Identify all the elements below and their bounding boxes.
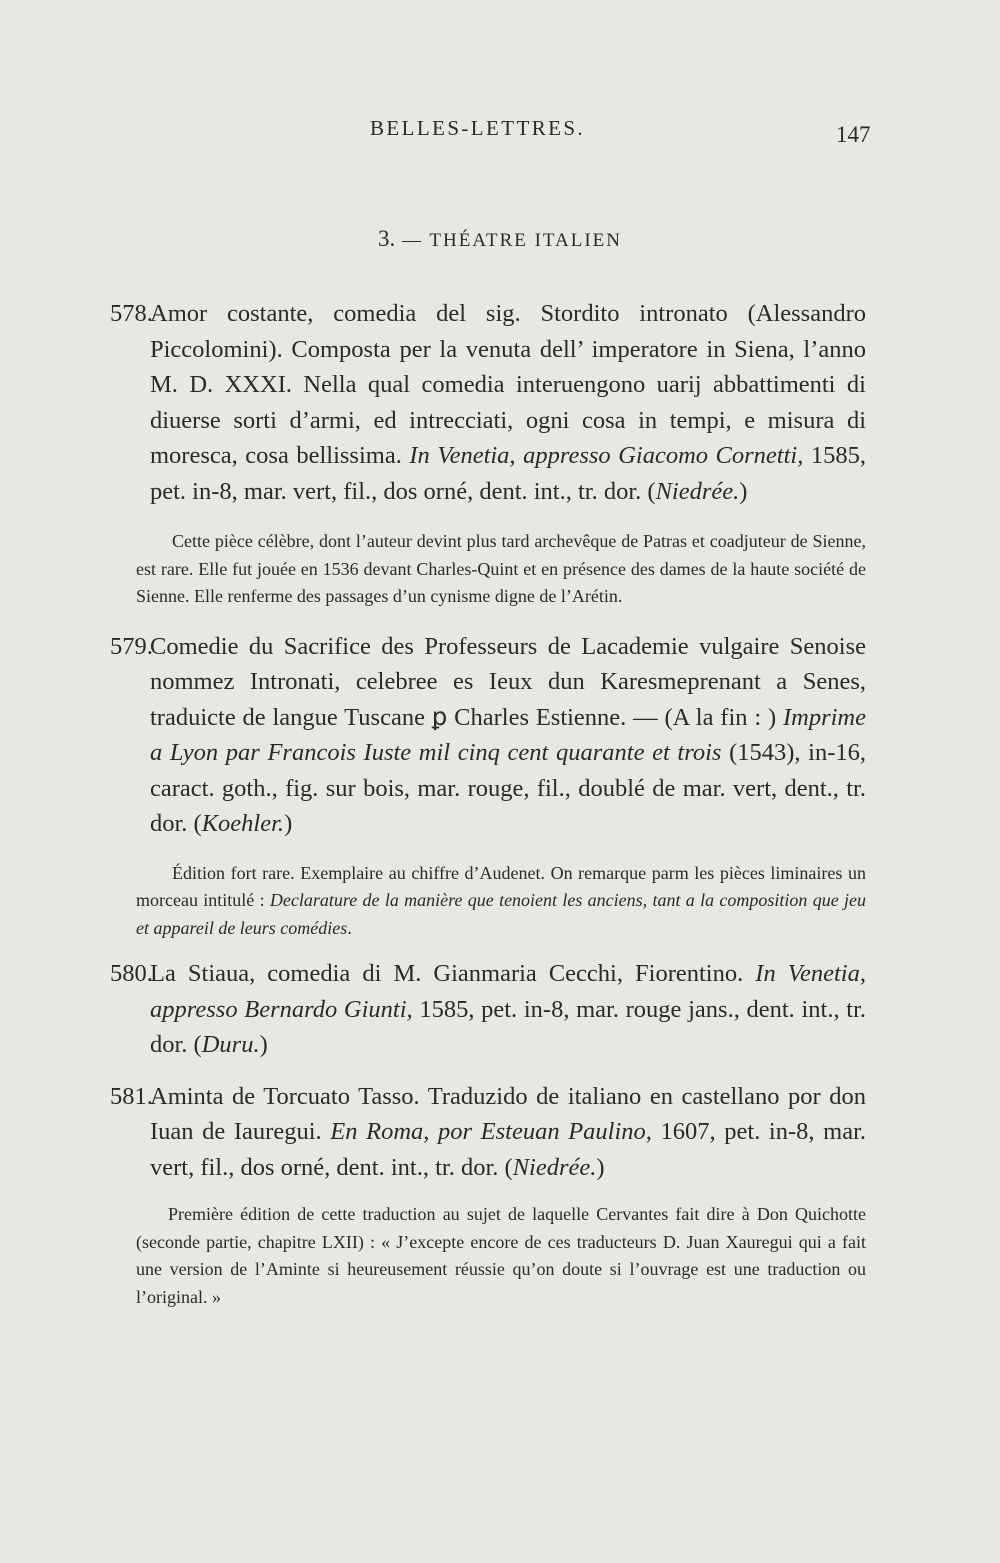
entry-number: 580. — [110, 960, 153, 987]
note-text: Édition fort rare. Exemplaire au chiffre d’Audenet. On remarque parm les pièces liminaires un morceau intitulé : — [136, 862, 866, 910]
entry-text: Aminta de Torcuato Tasso. Traduzido de italiano en castellano por don Iuan de Iauregui. — [150, 1082, 866, 1145]
entry-text: Amor costante, comedia del sig. Stordito intronato (Alessandro Piccolomini). Composta per la venuta dell’ imperatore in Siena, l’anno M. D. XXXI. Nella qual comedia interuengono uarij abbattimenti di diuerse sorti d’armi, ed intrecciati, ogni cosa in tempi, e misura di moresca, cosa bellissima. — [150, 300, 866, 469]
note-text: . — [347, 917, 352, 938]
entry-imprint: In Venetia, appresso Giacomo Cornetti, — [409, 442, 804, 469]
entry-number: 578. — [110, 300, 153, 327]
entry-imprint: In Venetia, appresso Bernardo Giunti, — [150, 960, 866, 1023]
section-number: 3. — [378, 226, 396, 251]
note-title: Declarature de la manière que tenoient les anciens, tant a la composition que jeu et appareil de leurs comédies — [136, 890, 867, 938]
section-title: THÉATRE ITALIEN — [429, 230, 622, 251]
entry-text: 1585, pet. in-8, mar. vert, fil., dos orné, dent. int., tr. dor. ( — [150, 442, 867, 505]
catalogue-entry-581 — [110, 1079, 867, 1186]
entry-binder: Koehler. — [201, 810, 285, 837]
entry-note-578: Cette pièce célèbre, dont l’auteur devint plus tard archevêque de Patras et coadjuteur de Sienne, est rare. Elle fut jouée en 1536 devant Charles-Quint et en présence des dames de la haute société de Sienne. Elle renferme des passages d’un cynisme digne de l’Arétin. — [136, 531, 866, 606]
section-dash: — — [402, 230, 423, 251]
entry-number: 579. — [110, 632, 153, 660]
entry-note-579 — [136, 860, 866, 943]
entry-binder: Niedrée. — [512, 1153, 597, 1181]
catalogue-entry-578 — [110, 296, 867, 509]
catalogue-entry-579 — [110, 629, 866, 842]
entry-text: 1585, pet. in-8, mar. rouge jans., dent. int., tr. dor. ( — [150, 995, 866, 1058]
entry-note-581: Première édition de cette traduction au sujet de laquelle Cervantes fait dire à Don Quichotte (seconde partie, chapitre LXII) : « J’excepte encore de ces traducteurs D. Juan Xauregui qui a fait une version de l’Aminte si heureusement réussie qu’on doute si l’ouvrage est une traduction ou l’original. » — [136, 1204, 866, 1307]
entry-text: (1543), in-16, caract. goth., fig. sur bois, mar. rouge, fil., doublé de mar. vert, dent., tr. dor. ( — [150, 739, 866, 837]
running-title: BELLES-LETTRES. — [370, 116, 586, 140]
entry-text: ) — [739, 477, 748, 505]
entry-text: La Stiaua, comedia di M. Gianmaria Cecchi, Fiorentino. — [150, 960, 756, 987]
entry-binder: Niedrée. — [655, 477, 740, 505]
entry-text: Comedie du Sacrifice des Professeurs de Lacademie vulgaire Senoise nommez Intronati, celebree es Ieux dun Karesmeprenant a Senes, traduicte de langue Tuscane ꝑ Charles Estienne. — (A la fin : ) — [150, 632, 866, 731]
running-head — [0, 116, 1000, 146]
entry-text: ) — [596, 1153, 605, 1181]
section-heading — [0, 226, 1000, 252]
entry-number: 581. — [110, 1082, 153, 1110]
entry-text: ) — [284, 810, 293, 837]
entry-imprint: Imprime a Lyon par Francois Iuste mil cinq cent quarante et trois — [150, 703, 866, 766]
page-number: 147 — [836, 122, 871, 147]
entry-imprint: En Roma, por Esteuan Paulino, — [330, 1118, 652, 1145]
entry-text: ) — [259, 1031, 268, 1058]
entry-binder: Duru. — [201, 1031, 260, 1058]
entry-text: 1607, pet. in-8, mar. vert, fil., dos orné, dent. int., tr. dor. ( — [150, 1118, 867, 1181]
catalogue-entry-580 — [110, 956, 866, 1063]
catalogue-body — [110, 296, 867, 1311]
